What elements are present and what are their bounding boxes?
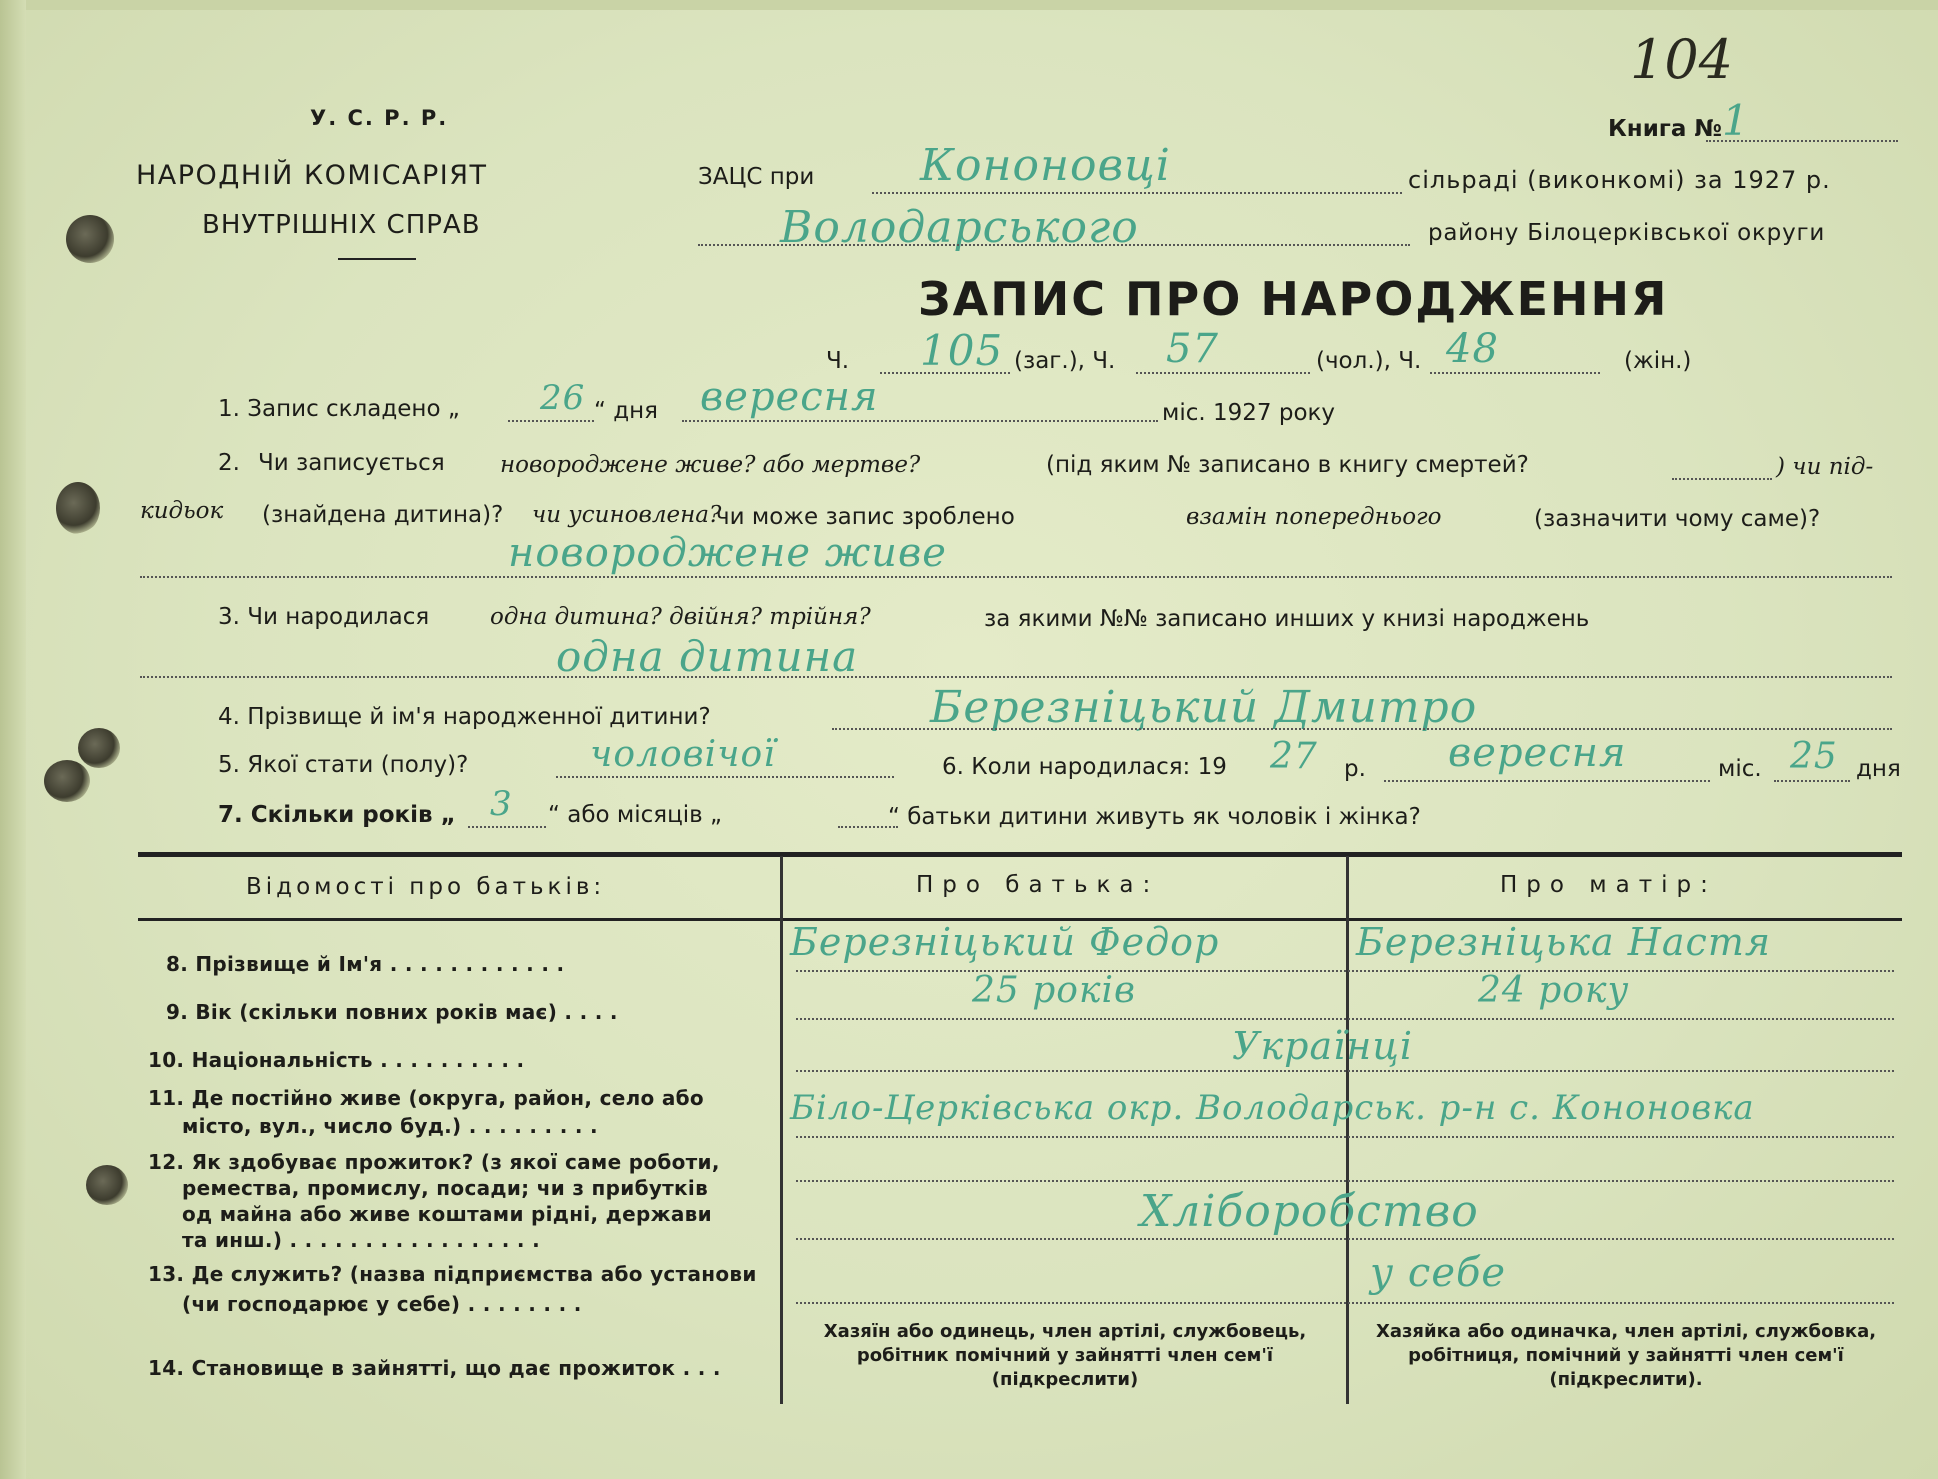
republic-label: У. С. Р. Р.: [310, 106, 449, 130]
field-2-answer-line: [140, 576, 1892, 578]
col-header-mother: Про матір:: [1500, 872, 1717, 898]
field-6-day-line: [1774, 780, 1850, 782]
row-11-line: [796, 1136, 1894, 1138]
commissariat-line2: ВНУТРІШНІХ СПРАВ: [202, 210, 481, 240]
field-6-mis: міс.: [1718, 756, 1762, 782]
field-5-label: 5. Якої стати (полу)?: [218, 752, 469, 778]
row-13-label: 13. Де служить? (назва підприємства або установи: [148, 1262, 757, 1286]
field-3-c: за якими №№ записано инших у книзі народжень: [984, 606, 1590, 632]
field-4-answer-line: [832, 728, 1892, 730]
total-number: 105: [920, 326, 1004, 375]
field-6-dnia: дня: [1856, 756, 1901, 782]
row-8-label: 8. Прізвище й Ім'я . . . . . . . . . . . .: [166, 952, 565, 976]
field-1-mid: “ дня: [594, 398, 659, 424]
female-label: (жін.): [1624, 348, 1692, 374]
total-label: (заг.), Ч.: [1014, 348, 1116, 374]
row-11-label-2: місто, вул., число буд.) . . . . . . . . .: [182, 1114, 598, 1138]
field-2-f: (знайдена дитина)?: [262, 502, 504, 528]
field-6-month: вересня: [1448, 730, 1627, 776]
field-5-answer: чоловічої: [590, 734, 776, 775]
field-7-years: 3: [490, 784, 513, 824]
field-1-day: 26: [540, 378, 586, 418]
zags-label: ЗАЦС при: [698, 164, 815, 190]
divider: [338, 258, 416, 260]
punch-hole: [66, 215, 114, 263]
field-2-c-line: [1672, 478, 1772, 480]
field-2-i: взамін попереднього: [1186, 504, 1442, 530]
row-8-father: Березніцький Федор: [790, 920, 1220, 964]
village-handwritten: Кононовці: [920, 140, 1171, 191]
row-12-line-2: [796, 1238, 1894, 1240]
table-col-divider-2: [1346, 856, 1349, 1404]
row-8-line: [796, 970, 1894, 972]
book-label: Книга №: [1608, 116, 1723, 142]
male-line: [1136, 372, 1310, 374]
field-5-answer-line: [556, 776, 894, 778]
raion-handwritten: Володарського: [780, 202, 1139, 253]
female-number: 48: [1446, 326, 1499, 372]
row-9-father: 25 років: [972, 970, 1136, 1011]
male-number: 57: [1166, 326, 1219, 372]
field-7-c: “ батьки дитини живуть як чоловік і жінка?: [888, 804, 1421, 830]
top-edge: [0, 0, 1938, 10]
row-11-label: 11. Де постійно живе (округа, район, село або: [148, 1086, 704, 1110]
field-2-e: кидьок: [140, 498, 224, 524]
ch-label: Ч.: [826, 348, 850, 374]
row-12-father: Хліборобство: [1140, 1186, 1479, 1237]
row-10-line: [796, 1070, 1894, 1072]
row-13-father: у себе: [1370, 1250, 1507, 1296]
punch-hole: [86, 1165, 128, 1205]
row-14-label: 14. Становище в зайнятті, що дає прожиток . . .: [148, 1356, 721, 1380]
col-header-info: Відомості про батьків:: [246, 874, 606, 900]
field-2-h: чи може запис зроблено: [716, 504, 1015, 530]
raion-text: району Білоцерківської округи: [1428, 220, 1826, 246]
col-header-father: Про батька:: [916, 872, 1160, 898]
row-12-label-4: та инш.) . . . . . . . . . . . . . . . . .: [182, 1228, 540, 1252]
row-12-line-1: [796, 1180, 1894, 1182]
field-6-month-line: [1384, 780, 1710, 782]
field-3-b: одна дитина? двійня? трійня?: [490, 604, 871, 630]
row-9-mother: 24 року: [1478, 970, 1630, 1011]
field-7-years-line: [468, 826, 546, 828]
field-4-answer: Березніцький Дмитро: [930, 682, 1478, 733]
punch-hole: [44, 760, 90, 802]
row-8-mother: Березніцька Настя: [1356, 920, 1772, 964]
field-1-prefix: 1. Запис складено „: [218, 396, 460, 422]
field-1-month: вересня: [700, 374, 879, 420]
page-number: 104: [1630, 28, 1734, 91]
document-title: ЗАПИС ПРО НАРОДЖЕННЯ: [918, 272, 1669, 326]
field-2-j: (зазначити чому саме)?: [1534, 506, 1821, 532]
village-line: [872, 192, 1402, 194]
field-3-a: 3. Чи народилася: [218, 604, 430, 630]
male-label: (чол.), Ч.: [1316, 348, 1422, 374]
row-10-father: Українці: [1232, 1024, 1413, 1068]
row-12-label-2: ремества, промислу, посади; чи з прибутків: [182, 1176, 709, 1200]
field-1-month-line: [682, 420, 1158, 422]
field-2-g: чи усиновлена?: [532, 502, 722, 528]
field-3-answer-line: [140, 676, 1892, 678]
field-6-year: 27: [1270, 736, 1318, 777]
field-2-answer: новороджене живе: [508, 530, 947, 576]
field-6-day: 25: [1790, 736, 1838, 777]
row-11-father: Біло-Церківська окр. Володарськ. р-н с. Кононовка: [790, 1088, 1755, 1128]
row-12-label: 12. Як здобуває прожиток? (з якої саме роботи,: [148, 1150, 720, 1174]
row-13-label-2: (чи господарює у себе) . . . . . . . .: [182, 1292, 582, 1316]
book-number: 1: [1722, 96, 1750, 145]
field-2-a: Чи записується: [258, 450, 445, 476]
row-9-label: 9. Вік (скільки повних років має) . . . .: [166, 1000, 618, 1024]
field-3-answer: одна дитина: [556, 632, 859, 681]
field-7-b: “ або місяців „: [548, 802, 722, 828]
field-7-a: 7. Скільки років „: [218, 802, 456, 828]
row-13-line: [796, 1302, 1894, 1304]
commissariat-line1: НАРОДНІЙ КОМІСАРІЯТ: [136, 160, 488, 191]
row-14-father-options: Хазяїн або одинець, член артілі, службовець, робітник помічний у зайнятті член сем'ї (підкреслити): [823, 1321, 1307, 1390]
total-line: [880, 372, 1010, 374]
row-14-mother-options: Хазяйка або одиначка, член артілі, службовка, робітниця, помічний у зайнятті член сем'ї (підкреслити).: [1375, 1321, 1877, 1390]
female-line: [1430, 372, 1600, 374]
field-4-label: 4. Прізвище й ім'я народженної дитини?: [218, 704, 711, 730]
field-1-suffix: міс. 1927 року: [1162, 400, 1336, 426]
field-2-c: (під яким № записано в книгу смертей?: [1046, 452, 1529, 478]
selradi-text: сільраді (виконкомі) за 1927 р.: [1408, 166, 1831, 194]
row-12-label-3: од майна або живе коштами рідні, держави: [182, 1202, 712, 1226]
punch-hole: [56, 482, 100, 534]
field-2-d: ) чи під-: [1776, 454, 1874, 480]
raion-line: [698, 244, 1410, 246]
field-2-b: новороджене живе? або мертве?: [500, 452, 921, 478]
punch-hole: [78, 728, 120, 768]
field-2-num: 2.: [218, 450, 240, 476]
field-6-r: р.: [1344, 756, 1366, 782]
table-top-border: [138, 852, 1902, 857]
table-col-divider-1: [780, 856, 783, 1404]
field-6-label: 6. Коли народилася: 19: [942, 754, 1227, 780]
left-edge: [0, 0, 26, 1479]
field-1-day-line: [508, 420, 594, 422]
row-9-line: [796, 1018, 1894, 1020]
book-number-line: [1706, 140, 1898, 142]
row-10-label: 10. Національність . . . . . . . . . .: [148, 1048, 525, 1072]
